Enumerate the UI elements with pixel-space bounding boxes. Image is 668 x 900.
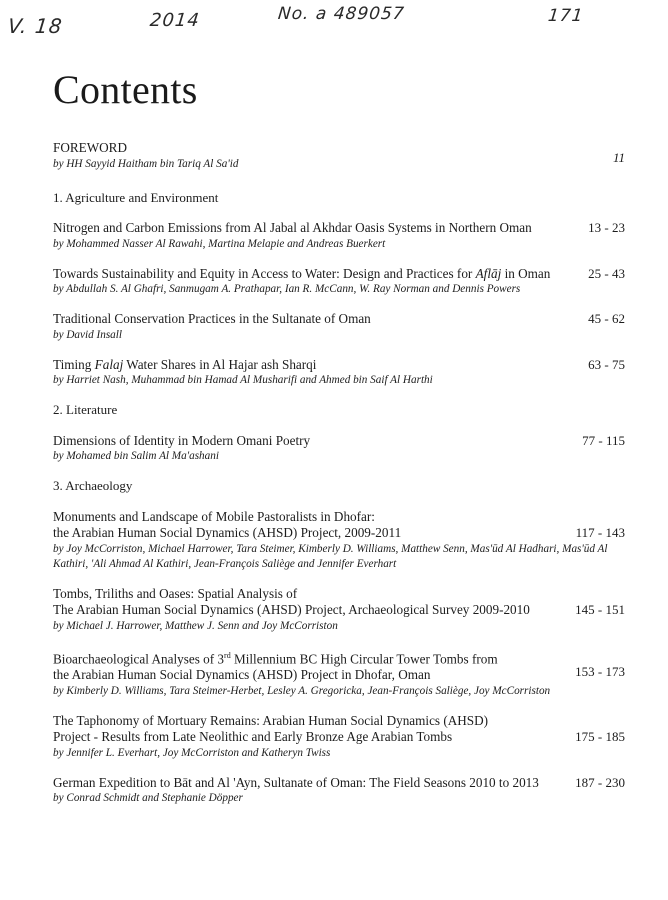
title-text: Bioarchaeological Analyses of 3 (53, 650, 225, 666)
title-emphasis: Aflāj (475, 265, 502, 281)
entry-title: Tombs, Triliths and Oases: Spatial Analysis of (53, 585, 298, 601)
toc-entry[interactable] (53, 266, 625, 298)
entry-pages: 63 - 75 (588, 356, 625, 372)
entry-authors: by Jennifer L. Everhart, Joy McCorriston and Katheryn Twiss (53, 746, 331, 759)
entry-title: FOREWORD (53, 140, 127, 155)
toc-entry[interactable] (53, 648, 625, 699)
entry-title: The Taphonomy of Mortuary Remains: Arabian Human Social Dynamics (AHSD) (53, 712, 489, 728)
entry-pages: 25 - 43 (588, 265, 625, 281)
entry-authors: by Abdullah S. Al Ghafri, Sanmugam A. Prathapar, Ian R. McCann, W. Ray Norman and Dennis Powers (53, 283, 521, 295)
toc-entry[interactable] (53, 220, 625, 252)
toc-entry[interactable] (53, 433, 625, 465)
title-text: in Oman (501, 265, 551, 281)
handwritten-mark: 171 (546, 6, 585, 26)
title-text: Timing (53, 356, 95, 372)
entry-authors: by Kimberly D. Williams, Tara Steimer-Herbet, Lesley A. Gregoricka, Jean-François Saliège, Joy McCorriston (53, 684, 551, 697)
entry-title: Project - Results from Late Neolithic and Early Bronze Age Arabian Tombs (53, 729, 453, 745)
title-emphasis: Falaj (94, 356, 124, 372)
title-text: Towards Sustainability and Equity in Access to Water: Design and Practices for (53, 265, 476, 281)
table-of-contents (53, 140, 625, 820)
entry-pages: 153 - 173 (575, 664, 625, 679)
entry-title: Dimensions of Identity in Modern Omani Poetry (53, 432, 311, 448)
entry-pages: 13 - 23 (588, 220, 625, 235)
entry-authors: by Mohammed Nasser Al Rawahi, Martina Melapie and Andreas Buerkert (53, 237, 386, 250)
handwritten-volume: V. 18 (6, 14, 64, 38)
entry-title: German Expedition to Bāt and Al 'Ayn, Sultanate of Oman: The Field Seasons 2010 to 2013 (53, 774, 539, 790)
entry-authors: by Joy McCorriston, Michael Harrower, Tara Steimer, Kimberly D. Williams, Matthew Senn, Mas'ūd Al Hadhari, Mas'ūd Al Kathiri, 'Ali Ahmad Al Kathiri, Jean-François Saliège and Jennifer Everhart (53, 542, 608, 570)
entry-title (53, 266, 625, 283)
entry-pages: 187 - 230 (575, 774, 625, 790)
title-text: Millennium BC High Circular Tower Tombs from (230, 650, 498, 666)
toc-entry-foreword[interactable] (53, 140, 625, 172)
entry-title (53, 648, 625, 668)
entry-pages: 45 - 62 (588, 311, 625, 326)
entry-pages: 11 (612, 150, 625, 165)
title-superscript: rd (224, 650, 231, 660)
section-heading: 1. Agriculture and Environment (53, 189, 219, 205)
section-heading: 2. Literature (53, 402, 118, 417)
entry-authors: by Mohamed bin Salim Al Ma'ashani (53, 450, 219, 462)
page-title: Contents (53, 67, 198, 112)
entry-authors: by Conrad Schmidt and Stephanie Döpper (53, 792, 243, 805)
toc-entry[interactable] (53, 586, 625, 634)
entry-title: The Arabian Human Social Dynamics (AHSD) Project, Archaeological Survey 2009-2010 (53, 602, 530, 617)
entry-title: Monuments and Landscape of Mobile Pastoralists in Dhofar: (53, 508, 375, 524)
section-heading: 3. Archaeology (53, 478, 133, 493)
entry-pages: 145 - 151 (575, 602, 625, 617)
toc-entry[interactable] (53, 509, 625, 572)
entry-authors: by Michael J. Harrower, Matthew J. Senn and Joy McCorriston (53, 619, 338, 632)
toc-entry[interactable] (53, 357, 625, 389)
title-text: Water Shares in Al Hajar ash Sharqi (123, 356, 317, 372)
entry-pages: 175 - 185 (575, 729, 625, 745)
entry-title: Traditional Conservation Practices in the Sultanate of Oman (53, 311, 371, 326)
entry-title: the Arabian Human Social Dynamics (AHSD) Project, 2009-2011 (53, 525, 402, 540)
toc-entry[interactable] (53, 311, 625, 343)
entry-title (53, 357, 625, 374)
toc-entry[interactable] (53, 775, 625, 807)
entry-authors: by HH Sayyid Haitham bin Tariq Al Sa'id (53, 157, 239, 170)
entry-title: Nitrogen and Carbon Emissions from Al Jabal al Akhdar Oasis Systems in Northern Oman (53, 220, 532, 235)
entry-authors: by David Insall (53, 328, 122, 341)
entry-pages: 77 - 115 (582, 432, 625, 448)
entry-title: the Arabian Human Social Dynamics (AHSD) Project in Dhofar, Oman (53, 667, 431, 683)
entry-authors: by Harriet Nash, Muhammad bin Hamad Al Musharifi and Ahmed bin Saif Al Harthi (53, 374, 433, 386)
entry-pages: 117 - 143 (575, 525, 625, 540)
handwritten-number: No. a 489057 (276, 4, 406, 24)
toc-entry[interactable] (53, 713, 625, 761)
handwritten-year: 2014 (148, 10, 201, 31)
